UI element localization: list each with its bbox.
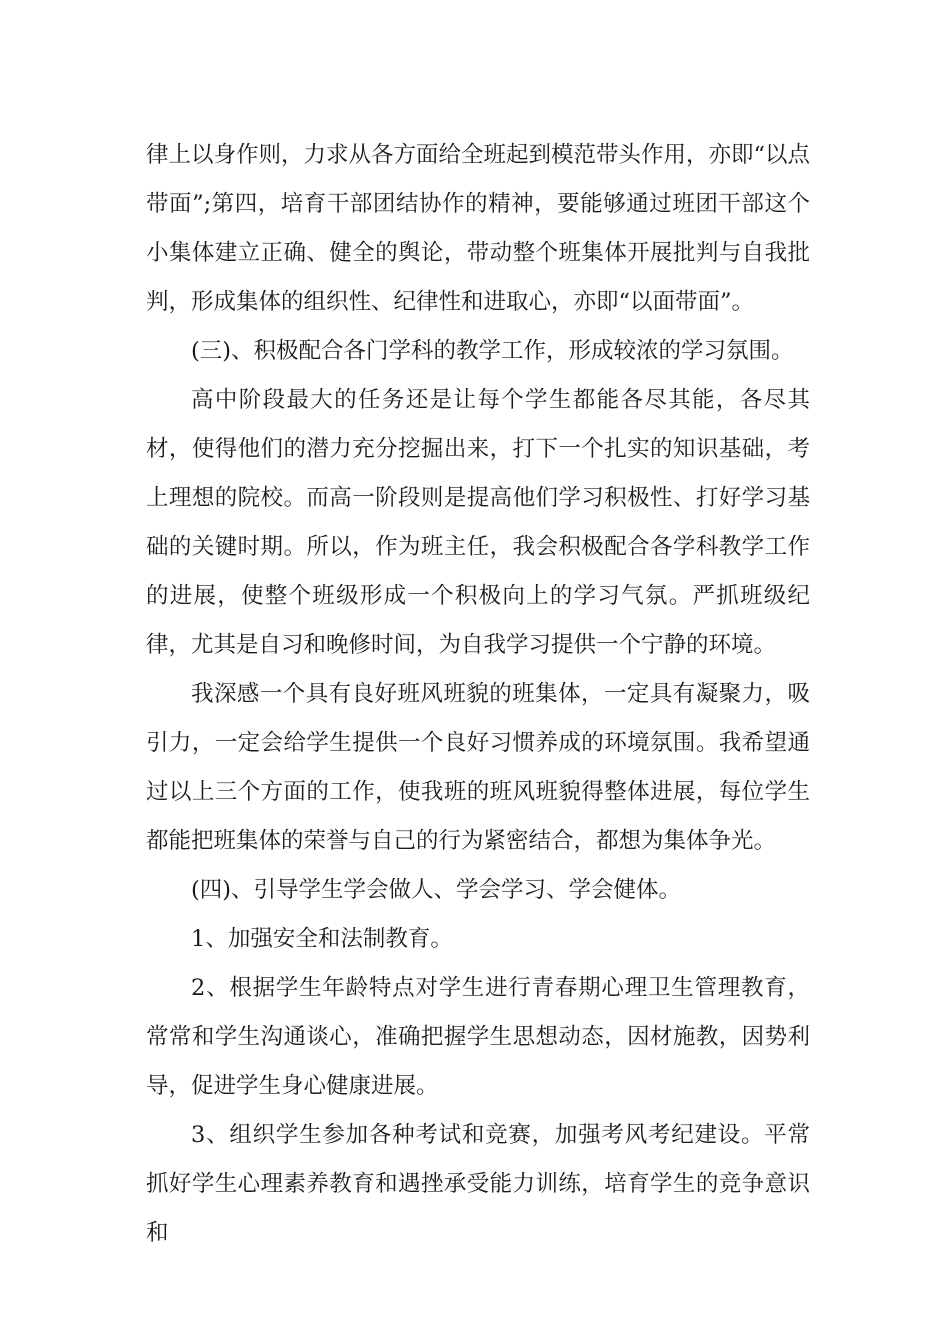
list-item-1: 1、加强安全和法制教育。 (191, 926, 453, 952)
paragraph-heading-3: (三)、积极配合各门学科的教学工作，形成较浓的学习氛围。 (191, 338, 794, 364)
paragraph: 我深感一个具有良好班风班貌的班集体，一定具有凝聚力，吸引力，一定会给学生提供一个良好习惯养成的环境氛围。我希望通过以上三个方面的工作，使我班的班风班貌得整体进展，每位学生都能把班集体的荣誉与自己的行为紧密结合，都想为集体争光。 (146, 681, 810, 854)
paragraph: 高中阶段最大的任务还是让每个学生都能各尽其能，各尽其材，使得他们的潜力充分挖掘出来，打下一个扎实的知识基础，考上理想的院校。而高一阶段则是提高他们学习积极性、打好学习基础的关键时期。所以，作为班主任，我会积极配合各学科教学工作的进展，使整个班级形成一个积极向上的学习气氛。严抓班级纪律，尤其是自习和晚修时间，为自我学习提供一个宁静的环境。 (146, 387, 810, 658)
document-body (146, 131, 810, 1258)
list-item-3: 3、组织学生参加各种考试和竞赛，加强考风考纪建设。平常抓好学生心理素养教育和遇挫承受能力训练，培育学生的竞争意识和 (146, 1122, 810, 1246)
paragraph-heading-4: (四)、引导学生学会做人、学会学习、学会健体。 (191, 877, 682, 903)
list-item-2: 2、根据学生年龄特点对学生进行青春期心理卫生管理教育，常常和学生沟通谈心，准确把握学生思想动态，因材施教，因势利导，促进学生身心健康进展。 (146, 975, 810, 1099)
paragraph-continuation: 律上以身作则，力求从各方面给全班起到模范带头作用，亦即“以点带面”;第四，培育干部团结协作的精神，要能够通过班团干部这个小集体建立正确、健全的舆论，带动整个班集体开展批判与自我批判，形成集体的组织性、纪律性和进取心，亦即“以面带面”。 (146, 142, 811, 315)
